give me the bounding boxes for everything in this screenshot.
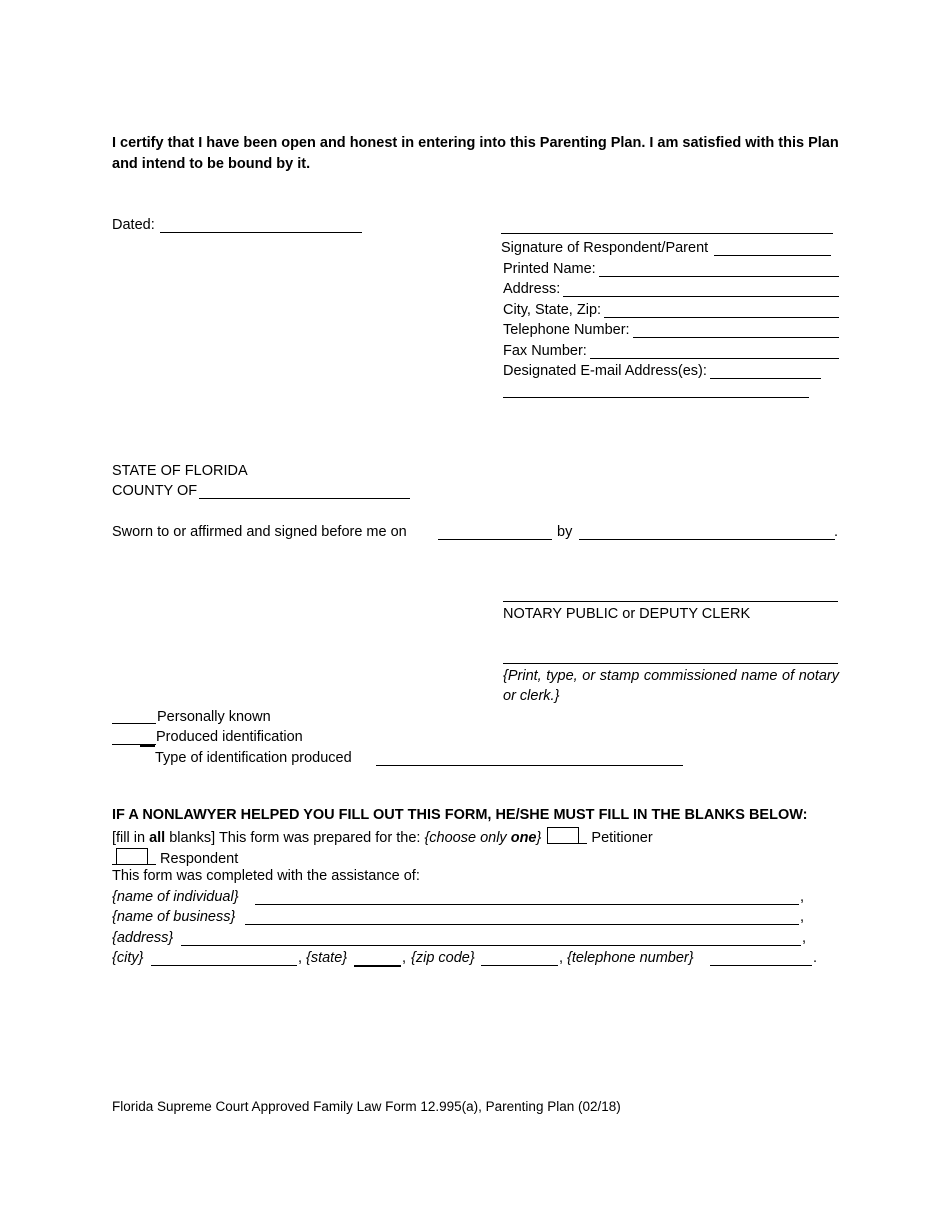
produced-identification-label: Produced identification <box>156 729 303 745</box>
sworn-date-field[interactable] <box>438 539 552 540</box>
identification-type-label: Type of identification produced <box>155 750 352 766</box>
printed-name-field[interactable] <box>599 262 839 277</box>
name-of-business-field[interactable] <box>245 924 799 925</box>
address-nonlawyer-field[interactable] <box>181 945 801 946</box>
county-label: COUNTY OF <box>112 483 198 499</box>
fax-field[interactable] <box>590 344 839 359</box>
comma: , <box>802 930 807 946</box>
email-field[interactable] <box>710 364 821 379</box>
notary-instructions: {Print, type, or stamp commissioned name of notary or clerk.} <box>503 668 839 704</box>
zip-code-field[interactable] <box>481 965 558 966</box>
petitioner-label: Petitioner <box>591 830 653 846</box>
form-footer: Florida Supreme Court Approved Family Law Form 12.995(a), Parenting Plan (02/18) <box>112 1099 621 1114</box>
certification-statement: I certify that I have been open and honest in entering into this Parenting Plan. I am satisfied with this Plan and intend to be bound by it. <box>112 135 839 172</box>
signature-block <box>503 236 839 406</box>
address-field[interactable] <box>563 282 839 297</box>
dated-field[interactable] <box>160 232 362 233</box>
choose-only-prefix: {choose only <box>424 830 507 846</box>
county-field[interactable] <box>199 498 410 499</box>
city-field[interactable] <box>151 965 297 966</box>
comma: , <box>559 950 564 966</box>
respondent-label: Respondent <box>160 851 239 867</box>
period: . <box>813 950 818 966</box>
respondent-checkbox[interactable] <box>116 848 148 865</box>
identification-type-field[interactable] <box>376 765 683 766</box>
city-state-zip-field[interactable] <box>604 303 839 318</box>
personally-known-field[interactable] <box>112 723 156 724</box>
state-label: STATE OF FLORIDA <box>112 463 248 479</box>
name-of-business-label: {name of business} <box>112 909 236 925</box>
name-of-individual-label: {name of individual} <box>112 889 239 905</box>
state-nonlawyer-label: {state} <box>306 950 348 966</box>
comma: , <box>402 950 407 966</box>
email-field-continued[interactable] <box>503 397 809 398</box>
notary-name-line[interactable] <box>503 663 838 664</box>
comma: , <box>298 950 303 966</box>
personally-known-label: Personally known <box>157 709 271 725</box>
signature-label: Signature of Respondent/Parent <box>501 240 709 256</box>
state-nonlawyer-field[interactable] <box>354 965 401 967</box>
signature-parent-field[interactable] <box>714 241 831 256</box>
signature-line[interactable] <box>501 233 833 234</box>
notary-title: NOTARY PUBLIC or DEPUTY CLERK <box>503 606 751 622</box>
assistance-text: This form was completed with the assistance of: <box>112 868 420 884</box>
nonlawyer-heading: IF A NONLAWYER HELPED YOU FILL OUT THIS FORM, HE/SHE MUST FILL IN THE BLANKS BELOW: <box>112 807 808 823</box>
comma: , <box>800 909 805 925</box>
zip-code-label: {zip code} <box>411 950 475 966</box>
choose-only-suffix: } <box>536 830 542 846</box>
printed-name-label: Printed Name: <box>503 261 596 277</box>
fill-in-prefix: [fill in <box>112 830 146 846</box>
fax-label: Fax Number: <box>503 343 587 359</box>
sworn-by-label: by <box>557 524 573 540</box>
email-label: Designated E-mail Address(es): <box>503 363 707 379</box>
name-of-individual-field[interactable] <box>255 904 799 905</box>
fill-in-suffix: blanks] This form was prepared for the: <box>169 830 421 846</box>
comma: , <box>800 889 805 905</box>
dated-label: Dated: <box>112 217 155 233</box>
city-state-zip-label: City, State, Zip: <box>503 302 602 318</box>
telephone-label: Telephone Number: <box>503 322 630 338</box>
sworn-text: Sworn to or affirmed and signed before me on <box>112 524 407 540</box>
address-nonlawyer-label: {address} <box>112 930 174 946</box>
respondent-line <box>112 848 238 867</box>
telephone-number-field[interactable] <box>710 965 812 966</box>
telephone-field[interactable] <box>633 323 839 338</box>
sworn-by-field[interactable] <box>579 539 835 540</box>
choose-only-one: one <box>510 830 537 846</box>
prepared-for-line <box>112 827 653 846</box>
telephone-number-label: {telephone number} <box>567 950 694 966</box>
city-label: {city} <box>112 950 144 966</box>
fill-in-all: all <box>149 830 166 846</box>
petitioner-checkbox[interactable] <box>547 827 579 844</box>
respondent-underline-right <box>148 850 156 865</box>
sworn-period: . <box>834 524 839 540</box>
petitioner-underline <box>579 829 587 844</box>
address-label: Address: <box>503 281 561 297</box>
notary-signature-line[interactable] <box>503 601 838 602</box>
produced-identification-mark <box>140 745 155 747</box>
